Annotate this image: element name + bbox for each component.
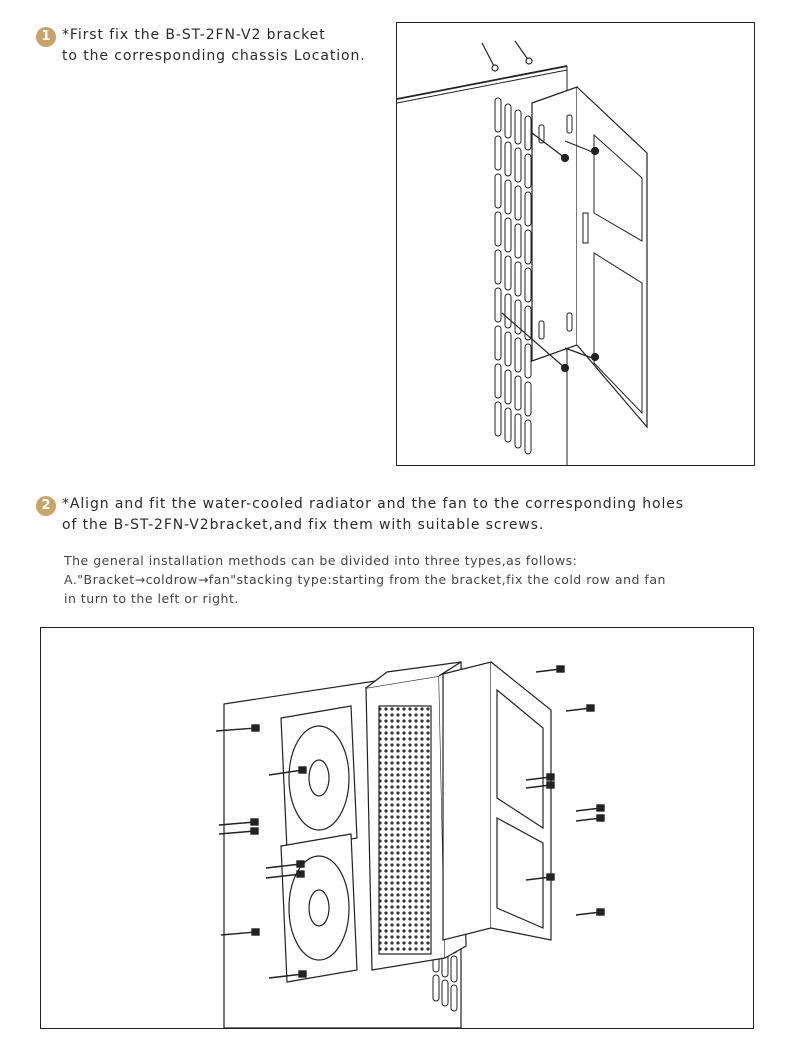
- step-1-line-1: *First fix the B-ST-2FN-V2 bracket: [62, 27, 326, 43]
- step-2-badge: 2: [36, 496, 56, 516]
- methods-line-3: in turn to the left or right.: [64, 591, 239, 606]
- step-1-line-2: to the corresponding chassis Location.: [62, 48, 366, 64]
- installation-methods: [64, 551, 666, 608]
- bracket-mount-illustration: [396, 22, 755, 466]
- step-2-instruction: [62, 494, 684, 536]
- step-2-line-1: *Align and fit the water-cooled radiator and the fan to the corresponding holes: [62, 496, 684, 512]
- radiator-fan-stacking-illustration: [40, 627, 754, 1029]
- methods-line-2: A."Bracket→coldrow→fan"stacking type:starting from the bracket,fix the cold row and fan: [64, 572, 666, 587]
- step-1-badge: 1: [36, 27, 56, 47]
- step-1-instruction: [62, 25, 366, 67]
- radiator-fan-drawing: [41, 628, 753, 1028]
- step-2-line-2: of the B-ST-2FN-V2bracket,and fix them with suitable screws.: [62, 517, 545, 533]
- methods-line-1: The general installation methods can be divided into three types,as follows:: [64, 553, 578, 568]
- bracket-mount-drawing: [397, 23, 754, 465]
